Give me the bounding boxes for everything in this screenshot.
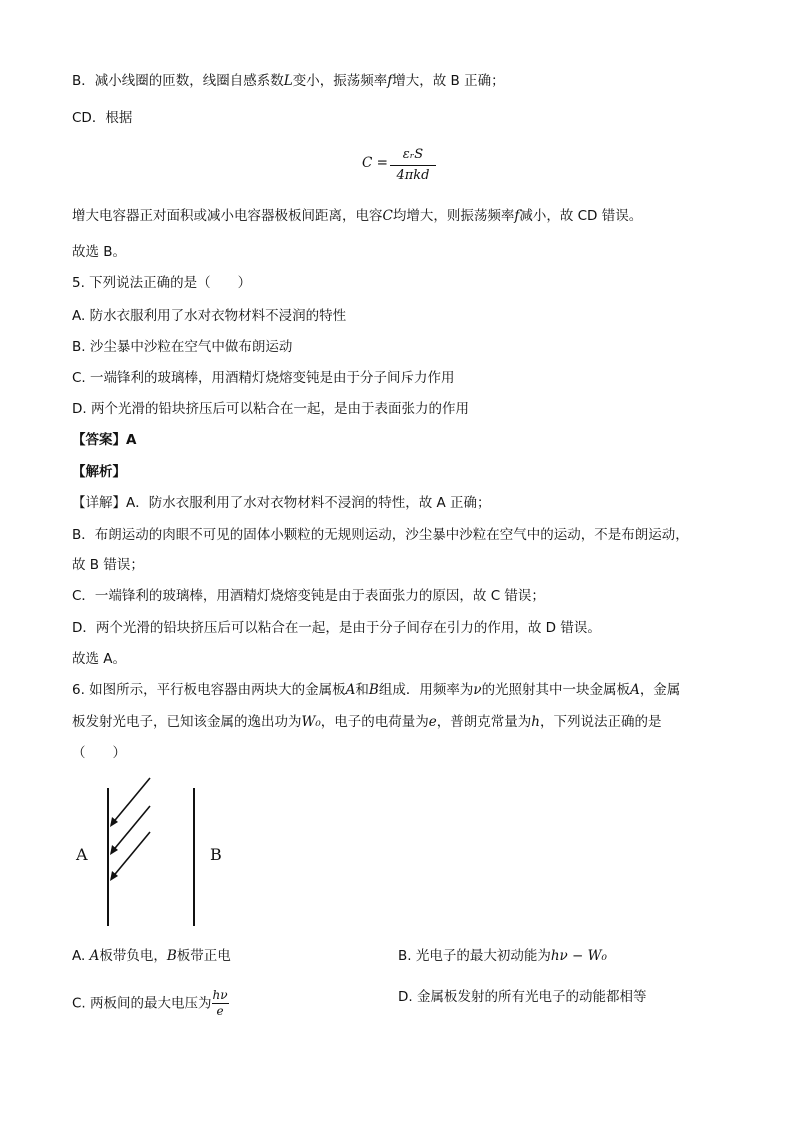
text: 板带正电: [176, 948, 231, 964]
q6-stem-line-2: [72, 713, 662, 731]
formula-numerator: εᵣS: [402, 147, 424, 162]
text: C. 两板间的最大电压为: [72, 995, 212, 1012]
text: 变小，振荡频率: [292, 73, 388, 89]
formula-denominator: 4πkd: [396, 168, 430, 183]
q6-option-c: [72, 988, 229, 1019]
q5-option-d: D. 两个光滑的铅块挤压后可以粘合在一起，是由于表面张力的作用: [72, 401, 469, 417]
var-A: A: [630, 682, 640, 698]
expr-max-kinetic-energy: hν − W₀: [550, 948, 607, 964]
text: B. 光电子的最大初动能为: [398, 948, 551, 964]
var-L: L: [283, 73, 293, 89]
var-e: e: [428, 714, 437, 730]
q6-stem-line-1: [72, 681, 680, 699]
text: ，普朗克常量为: [436, 714, 532, 730]
q5-option-c: C. 一端锋利的玻璃棒，用酒精灯烧熔变钝是由于分子间斥力作用: [72, 370, 455, 386]
var-h: h: [531, 714, 540, 730]
choose-a-line: 故选 A。: [72, 651, 127, 667]
text: 增大电容器正对面积或减小电容器极板间距离，电容: [72, 208, 383, 224]
detail-line-5: D．两个光滑的铅块挤压后可以粘合在一起，是由于分子间存在引力的作用，故 D 错误。: [72, 620, 601, 636]
analysis-label: 【解析】: [72, 464, 126, 480]
light-ray-1: [110, 778, 150, 827]
detail-line-1: 【详解】A．防水衣服利用了水对衣物材料不浸润的特性，故 A 正确；: [72, 495, 491, 511]
var-A: A: [345, 682, 356, 698]
text: 增大，故 B 正确；: [392, 73, 505, 89]
plate-a-label: A: [76, 845, 88, 864]
var-W0: W₀: [301, 714, 321, 730]
text: ，下列说法正确的是: [540, 714, 662, 730]
var-f: f: [514, 208, 520, 224]
var-nu: ν: [473, 682, 482, 698]
formula-fraction: [390, 146, 436, 185]
q6-option-a: [72, 947, 231, 965]
text: 组成．用频率为: [378, 682, 474, 698]
q5-option-b: B. 沙尘暴中沙粒在空气中做布朗运动: [72, 339, 293, 355]
fraction-denominator: e: [216, 1004, 224, 1018]
var-C: C: [382, 208, 393, 224]
var-A: A: [89, 948, 100, 964]
cd-line: CD．根据: [72, 110, 133, 126]
increase-line: [72, 207, 642, 225]
text: A.: [72, 948, 86, 964]
text: 板发射光电子，已知该金属的逸出功为: [72, 714, 302, 730]
text: 的光照射其中一块金属板: [481, 682, 631, 698]
q6-option-d: D. 金属板发射的所有光电子的动能都相等: [398, 989, 647, 1005]
detail-line-3: 故 B 错误；: [72, 557, 144, 573]
detail-line-2: B．布朗运动的肉眼不可见的固体小颗粒的无规则运动，沙尘暴中沙粒在空气中的运动，不是布朗运动，: [72, 527, 689, 543]
text: ，金属: [639, 682, 681, 698]
q6-stem-line-3: （ ）: [72, 745, 126, 761]
var-B: B: [368, 682, 379, 698]
text: 板带负电，: [99, 948, 167, 964]
text: B．减小线圈的匝数，线圈自感系数: [72, 73, 284, 89]
capacitance-formula: [0, 146, 794, 186]
text: ，电子的电荷量为: [320, 714, 429, 730]
answer-label: 【答案】A: [72, 432, 137, 448]
fraction-numerator: hν: [212, 988, 228, 1002]
parallel-plate-figure: [60, 770, 260, 935]
b-explanation-line: [72, 72, 505, 90]
fraction-bar: [390, 165, 436, 166]
var-B: B: [166, 948, 177, 964]
detail-line-4: C．一端锋利的玻璃棒，用酒精灯烧熔变钝是由于表面张力的原因，故 C 错误；: [72, 588, 545, 604]
text: 6. 如图所示，平行板电容器由两块大的金属板: [72, 682, 346, 698]
voltage-fraction: [212, 988, 229, 1019]
q6-option-b: [398, 947, 607, 965]
light-ray-3: [110, 832, 150, 881]
var-f: f: [387, 73, 393, 89]
plate-b-label: B: [210, 845, 222, 864]
formula-lhs: C =: [362, 155, 388, 171]
choose-b-line: 故选 B。: [72, 244, 127, 260]
text: 均增大，则振荡频率: [392, 208, 515, 224]
q5-stem: 5. 下列说法正确的是（ ）: [72, 275, 252, 291]
light-ray-2: [110, 806, 150, 855]
text: 和: [355, 682, 369, 698]
q5-option-a: A. 防水衣服利用了水对衣物材料不浸润的特性: [72, 308, 347, 324]
text: 减小，故 CD 错误。: [519, 208, 643, 224]
